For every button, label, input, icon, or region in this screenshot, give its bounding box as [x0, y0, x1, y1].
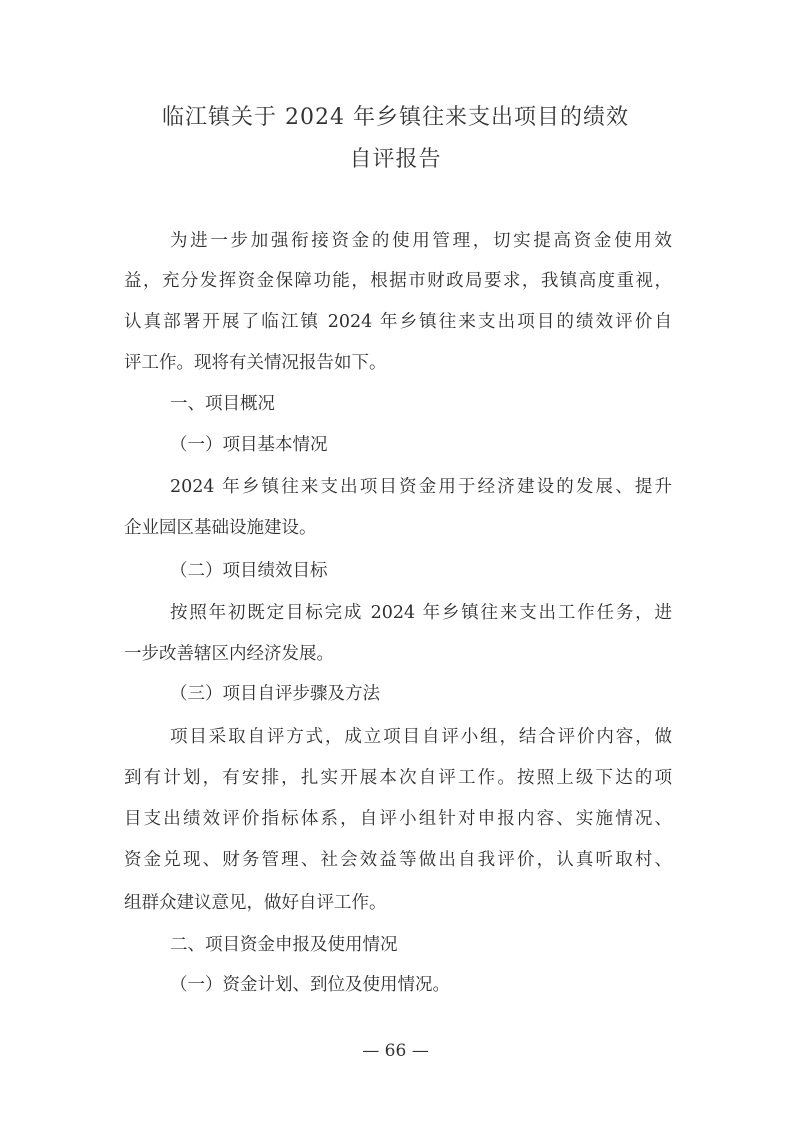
paragraph-line: 评工作。现将有关情况报告如下。	[124, 353, 387, 373]
paragraph-line: 企业园区基础设施建设。	[124, 518, 317, 538]
paragraph-line: 资金兑现、财务管理、社会效益等做出自我评价，认真听取村、	[124, 850, 672, 870]
section-heading: 二、项目资金申报及使用情况	[170, 935, 398, 955]
paragraph-line: 认真部署开展了临江镇 2024 年乡镇往来支出项目的绩效评价自	[124, 312, 672, 332]
paragraph-line: 2024 年乡镇往来支出项目资金用于经济建设的发展、提升	[170, 477, 672, 497]
document-title-line-1: 临江镇关于 2024 年乡镇往来支出项目的绩效	[162, 105, 629, 130]
paragraph-line: 按照年初既定目标完成 2024 年乡镇往来支出工作任务，进	[170, 603, 672, 623]
section-heading: 一、项目概况	[170, 394, 275, 414]
paragraph-line: 益，充分发挥资金保障功能，根据市财政局要求，我镇高度重视，	[124, 271, 672, 291]
subsection-heading: （一）项目基本情况	[170, 435, 328, 455]
paragraph-line: 目支出绩效评价指标体系，自评小组针对申报内容、实施情况、	[124, 809, 672, 829]
paragraph-line: 组群众建议意见，做好自评工作。	[124, 893, 387, 913]
document-title-line-2: 自评报告	[349, 147, 442, 172]
paragraph-line: 一步改善辖区内经济发展。	[124, 644, 334, 664]
paragraph-line: 项目采取自评方式，成立项目自评小组，结合评价内容，做	[170, 727, 672, 747]
paragraph-line: 为进一步加强衔接资金的使用管理，切实提高资金使用效	[170, 231, 672, 251]
subsection-heading: （二）项目绩效目标	[170, 561, 328, 581]
subsection-heading: （一）资金计划、到位及使用情况。	[170, 975, 450, 995]
paragraph-line: 到有计划，有安排，扎实开展本次自评工作。按照上级下达的项	[124, 768, 672, 788]
page-number: — 66 —	[362, 1041, 429, 1061]
subsection-heading: （三）项目自评步骤及方法	[170, 684, 380, 704]
